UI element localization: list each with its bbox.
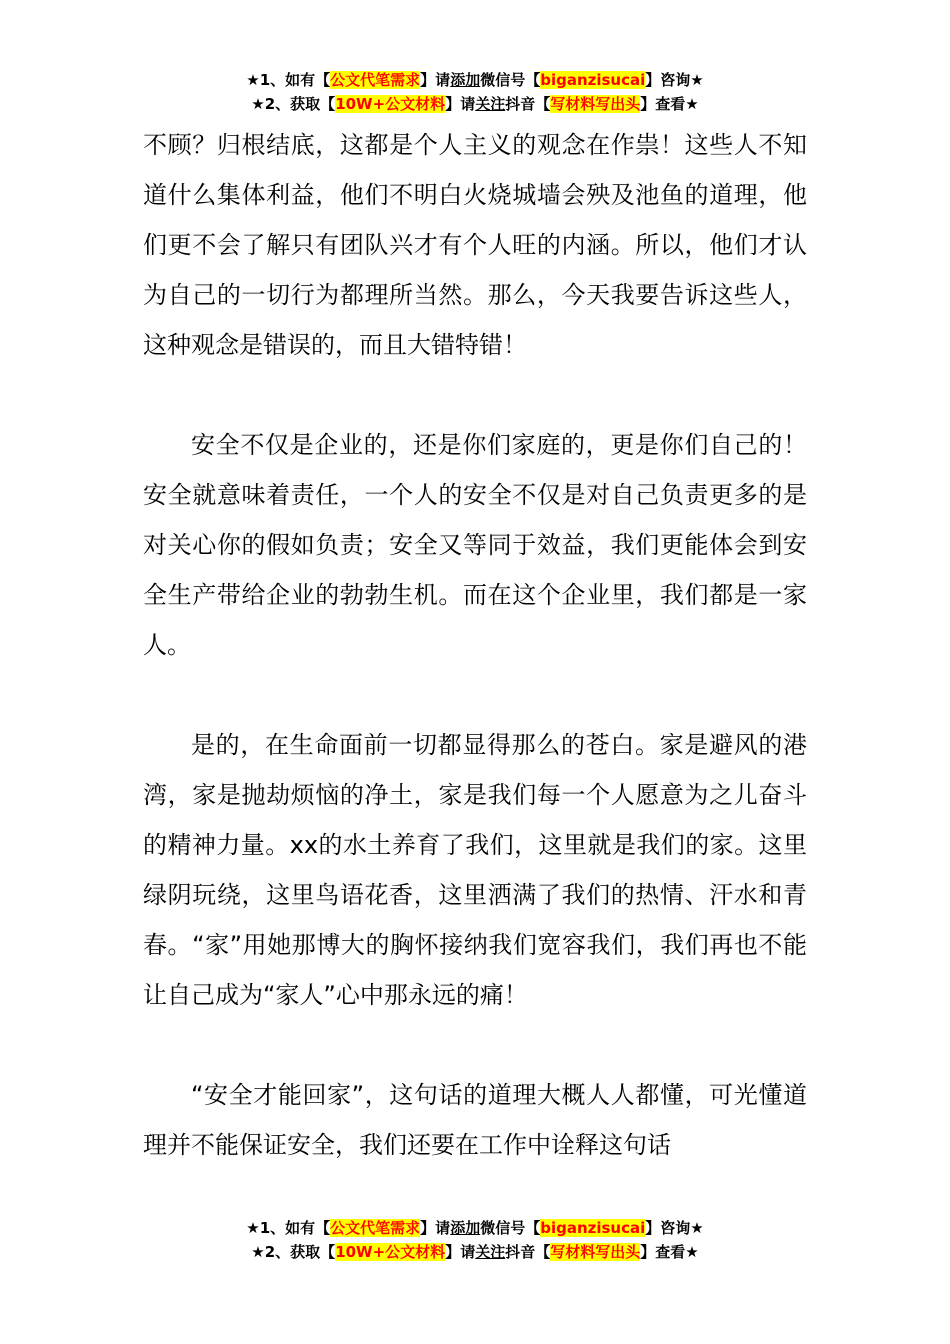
banner-highlight: 写材料写出头 [550,95,641,113]
paragraph-3: 是的，在生命面前一切都显得那么的苍白。家是避风的港湾，家是抛劫烦恼的净土，家是我们每一个人愿意为之儿奋斗的精神力量。xx的水土养育了我们，这里就是我们的家。这里绿阴玩绕，这里鸟语花香，这里洒满了我们的热情、汗水和青春。“家”用她那博大的胸怀接纳我们宽容我们，我们再也不能让自己成为“家人”心中那永远的痛！ [143,731,807,1009]
banner-text: 】咨询★ [645,1219,704,1237]
banner-highlight: 公文代笔需求 [330,1219,421,1237]
banner-highlight: 写材料写出头 [550,1243,641,1261]
banner-text: ★1、如有【 [246,71,331,89]
banner-text: 抖音【 [505,95,551,113]
banner-line-2 [0,92,950,116]
banner-underlined: 添加 [450,1219,481,1237]
banner-underlined: 关注 [475,1243,506,1261]
paragraph-2: 安全不仅是企业的，还是你们家庭的，更是你们自己的！安全就意味着责任，一个人的安全不仅是对自己负责更多的是对关心你的假如负责；安全又等同于效益，我们更能体会到安全生产带给企业的勃勃生机。而在这个企业里，我们都是一家人。 [143,431,807,659]
banner-text: 】咨询★ [645,71,704,89]
banner-highlight: 10W+公文材料 [335,95,446,113]
banner-highlight: 公文代笔需求 [330,71,421,89]
paragraph-1: 不顾？归根结底，这都是个人主义的观念在作祟！这些人不知道什么集体利益，他们不明白火烧城墙会殃及池鱼的道理，他们更不会了解只有团队兴才有个人旺的内涵。所以，他们才认为自己的一切行为都理所当然。那么，今天我要告诉这些人，这种观念是错误的，而且大错特错！ [143,131,807,359]
banner-text: 】查看★ [640,1243,699,1261]
paragraph-4: “安全才能回家”，这句话的道理大概人人都懂，可光懂道理并不能保证安全，我们还要在工作中诠释这句话 [143,1081,807,1159]
banner-text: 微信号【 [480,1219,541,1237]
banner-line-1 [0,68,950,92]
banner-underlined: 关注 [475,95,506,113]
paragraph-gap [143,670,807,720]
paragraph-gap [143,370,807,420]
banner-text: 】请 [445,1243,476,1261]
banner-underlined: 添加 [450,71,481,89]
banner-text: 】请 [420,71,451,89]
banner-line-2 [0,1240,950,1264]
footer-banner [0,1216,950,1264]
banner-text: 】查看★ [640,95,699,113]
document-body [143,120,807,1170]
banner-line-1 [0,1216,950,1240]
paragraph-gap [143,1020,807,1070]
banner-highlight: 10W+公文材料 [335,1243,446,1261]
banner-text: 微信号【 [480,71,541,89]
banner-highlight: biganzisucai [540,1219,646,1237]
banner-text: 】请 [420,1219,451,1237]
banner-text: 】请 [445,95,476,113]
banner-text: 抖音【 [505,1243,551,1261]
banner-text: ★2、获取【 [251,95,336,113]
banner-text: ★2、获取【 [251,1243,336,1261]
banner-text: ★1、如有【 [246,1219,331,1237]
header-banner [0,68,950,116]
banner-highlight: biganzisucai [540,71,646,89]
